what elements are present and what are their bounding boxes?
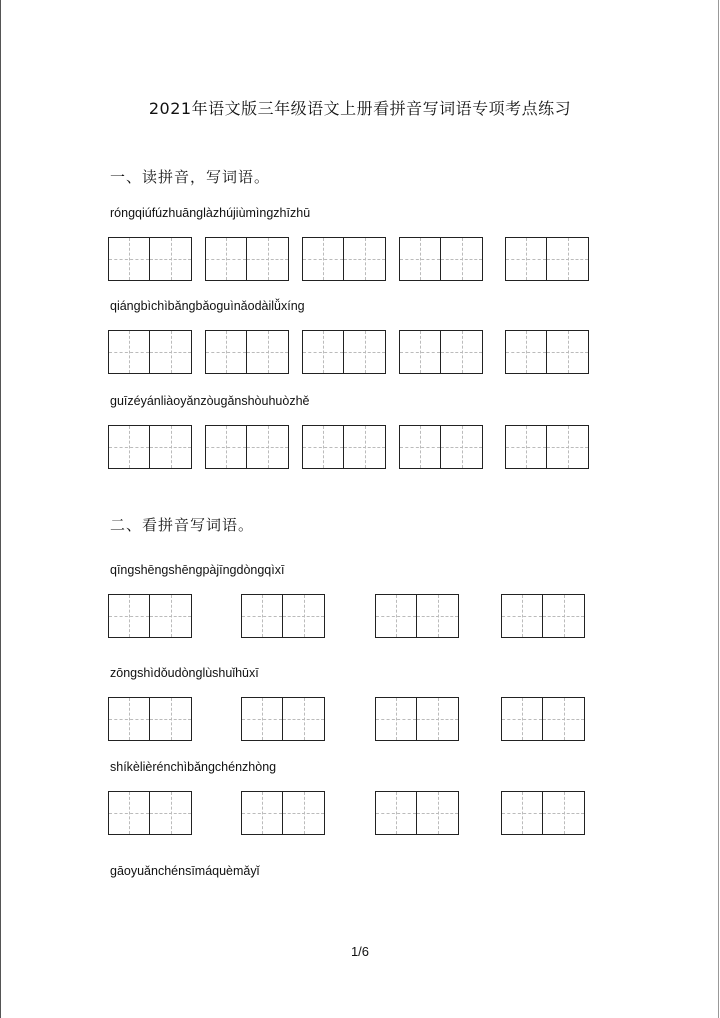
answer-box[interactable]	[108, 237, 192, 281]
writing-cell[interactable]	[109, 238, 150, 280]
answer-box[interactable]	[505, 237, 589, 281]
writing-cell[interactable]	[376, 792, 417, 834]
answer-box[interactable]	[399, 237, 483, 281]
answer-row	[0, 237, 720, 281]
answer-box[interactable]	[501, 594, 585, 638]
page-title: 2021年语文版三年级语文上册看拼音写词语专项考点练习	[148, 99, 572, 118]
writing-cell[interactable]	[502, 595, 543, 637]
answer-box[interactable]	[108, 425, 192, 469]
writing-cell[interactable]	[547, 238, 588, 280]
pinyin-line: gāoyuǎnchénsīmáquèmǎyǐ	[110, 864, 260, 878]
writing-cell[interactable]	[303, 331, 344, 373]
answer-box[interactable]	[241, 594, 325, 638]
page-left-edge	[0, 0, 1, 1018]
pinyin-line: shíkèlièrénchìbǎngchénzhòng	[110, 760, 277, 774]
writing-cell[interactable]	[150, 792, 191, 834]
answer-box[interactable]	[302, 237, 386, 281]
writing-cell[interactable]	[502, 698, 543, 740]
answer-row	[0, 594, 720, 638]
writing-cell[interactable]	[543, 595, 584, 637]
answer-box[interactable]	[375, 594, 459, 638]
answer-row	[0, 330, 720, 374]
answer-row	[0, 425, 720, 469]
pinyin-line: qīngshēngshēngpàjīngdòngqìxī	[110, 563, 285, 577]
answer-box[interactable]	[241, 791, 325, 835]
page-right-edge	[718, 0, 719, 1018]
section-2-heading: 二、看拼音写词语。	[110, 516, 255, 534]
answer-box[interactable]	[108, 330, 192, 374]
answer-box[interactable]	[108, 697, 192, 741]
page-number: 1/6	[350, 944, 370, 959]
writing-cell[interactable]	[283, 595, 324, 637]
writing-cell[interactable]	[506, 331, 547, 373]
answer-box[interactable]	[205, 237, 289, 281]
writing-cell[interactable]	[344, 426, 385, 468]
answer-box[interactable]	[205, 425, 289, 469]
writing-cell[interactable]	[502, 792, 543, 834]
pinyin-line: guīzéyánliàoyǎnzòugǎnshòuhuòzhě	[110, 394, 310, 408]
writing-cell[interactable]	[417, 698, 458, 740]
answer-box[interactable]	[205, 330, 289, 374]
writing-cell[interactable]	[109, 426, 150, 468]
writing-cell[interactable]	[506, 238, 547, 280]
writing-cell[interactable]	[109, 698, 150, 740]
writing-cell[interactable]	[441, 238, 482, 280]
writing-cell[interactable]	[441, 331, 482, 373]
writing-cell[interactable]	[417, 792, 458, 834]
writing-cell[interactable]	[543, 698, 584, 740]
writing-cell[interactable]	[547, 331, 588, 373]
writing-cell[interactable]	[247, 238, 288, 280]
pinyin-line: zōngshìdǒudònglùshuǐhūxī	[110, 666, 259, 680]
answer-box[interactable]	[399, 330, 483, 374]
answer-box[interactable]	[505, 425, 589, 469]
section-1-heading: 一、读拼音，写词语。	[110, 168, 271, 186]
answer-box[interactable]	[241, 697, 325, 741]
writing-cell[interactable]	[206, 331, 247, 373]
writing-cell[interactable]	[109, 595, 150, 637]
writing-cell[interactable]	[400, 426, 441, 468]
answer-box[interactable]	[505, 330, 589, 374]
answer-box[interactable]	[108, 791, 192, 835]
writing-cell[interactable]	[283, 792, 324, 834]
writing-cell[interactable]	[303, 238, 344, 280]
writing-cell[interactable]	[543, 792, 584, 834]
pinyin-line: qiángbìchìbǎngbǎoguìnǎodàilǚxíng	[110, 299, 305, 313]
answer-box[interactable]	[399, 425, 483, 469]
pinyin-line: róngqiúfúzhuānglàzhújiùmìngzhīzhū	[110, 206, 311, 220]
writing-cell[interactable]	[283, 698, 324, 740]
writing-cell[interactable]	[344, 238, 385, 280]
answer-box[interactable]	[108, 594, 192, 638]
writing-cell[interactable]	[247, 426, 288, 468]
writing-cell[interactable]	[242, 792, 283, 834]
writing-cell[interactable]	[206, 426, 247, 468]
writing-cell[interactable]	[417, 595, 458, 637]
writing-cell[interactable]	[109, 331, 150, 373]
answer-box[interactable]	[375, 791, 459, 835]
writing-cell[interactable]	[400, 331, 441, 373]
answer-box[interactable]	[501, 791, 585, 835]
answer-box[interactable]	[302, 425, 386, 469]
answer-box[interactable]	[501, 697, 585, 741]
writing-cell[interactable]	[441, 426, 482, 468]
writing-cell[interactable]	[150, 595, 191, 637]
writing-cell[interactable]	[206, 238, 247, 280]
writing-cell[interactable]	[150, 331, 191, 373]
writing-cell[interactable]	[303, 426, 344, 468]
answer-box[interactable]	[302, 330, 386, 374]
writing-cell[interactable]	[400, 238, 441, 280]
writing-cell[interactable]	[150, 238, 191, 280]
writing-cell[interactable]	[376, 698, 417, 740]
answer-box[interactable]	[375, 697, 459, 741]
writing-cell[interactable]	[547, 426, 588, 468]
writing-cell[interactable]	[376, 595, 417, 637]
answer-row	[0, 697, 720, 741]
writing-cell[interactable]	[506, 426, 547, 468]
writing-cell[interactable]	[344, 331, 385, 373]
answer-row	[0, 791, 720, 835]
writing-cell[interactable]	[247, 331, 288, 373]
writing-cell[interactable]	[242, 698, 283, 740]
writing-cell[interactable]	[150, 426, 191, 468]
writing-cell[interactable]	[150, 698, 191, 740]
writing-cell[interactable]	[242, 595, 283, 637]
writing-cell[interactable]	[109, 792, 150, 834]
